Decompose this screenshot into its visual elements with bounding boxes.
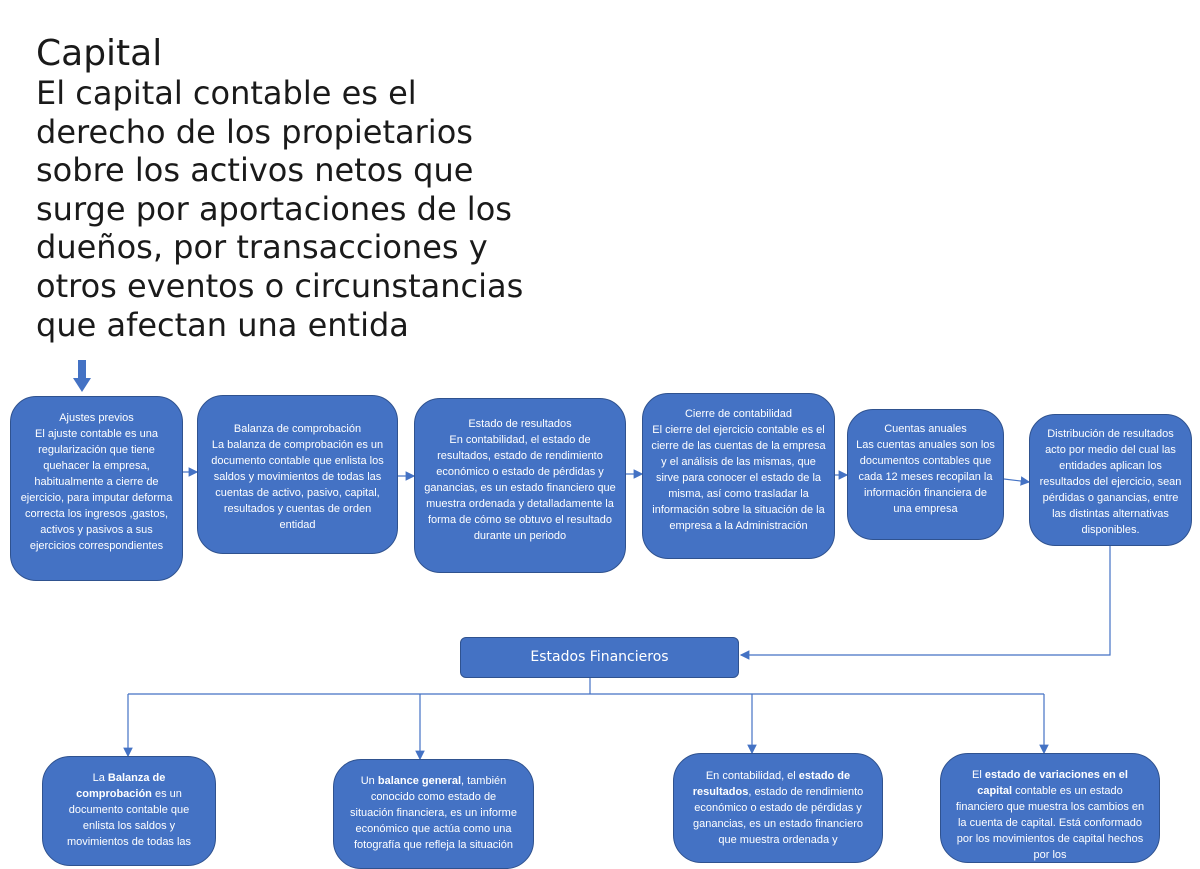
page-title: Capital (36, 33, 163, 74)
step-estado-resultados: Estado de resultados En contabilidad, el estado de resultados, estado de rendimiento económico o estado de pérdidas y ganancias, es un estado financiero que muestra ordenada y detalladamente la forma de cómo se obtuvo el resultado durante un periodo (414, 398, 626, 573)
connector-6-center (741, 546, 1110, 655)
output-estado-variaciones-capital: El estado de variaciones en el capital contable es un estado financiero que muestra los cambios en la cuenta de capital. Está conformado por los movimientos de capital hechos por los (940, 753, 1160, 863)
heading-arrow (73, 360, 91, 392)
output-balance-general: Un balance general, también conocido como estado de situación financiera, es un informe económico que actúa como una fotografía que refleja la situación (333, 759, 534, 869)
capital-definition: El capital contable es el derecho de los propietarios sobre los activos netos que surge por aportaciones de los dueños, por transacciones y otros eventos o circunstancias que afectan una entida (36, 74, 524, 344)
step-cierre-contabilidad: Cierre de contabilidad El cierre del ejercicio contable es el cierre de las cuentas de la empresa y el análisis de las mismas, que sirve para conocer el estado de la misma, así como trasladar la información sobre la situación de la empresa a la Administración (642, 393, 835, 559)
step-cuentas-anuales: Cuentas anuales Las cuentas anuales son los documentos contables que cada 12 meses recopilan la información financiera de una empresa (847, 409, 1004, 540)
output-estado-resultados: En contabilidad, el estado de resultados, estado de rendimiento económico o estado de pérdidas y ganancias, es un estado financiero que muestra ordenada y (673, 753, 883, 863)
connector-5-6 (1004, 479, 1029, 482)
step-ajustes-previos: Ajustes previos El ajuste contable es una regularización que tiene quehacer la empresa, habitualmente a cierre de ejercicio, para imputar deforma correcta los ingresos ,gastos, activos y pasivos a sus ejercicios correspondientes (10, 396, 183, 581)
step-balanza-comprobacion: Balanza de comprobación La balanza de comprobación es un documento contable que enlista los saldos y movimientos de todas las cuentas de activo, pasivo, capital, resultados y cuentas de orden entidad (197, 395, 398, 554)
output-balanza-comprobacion: La Balanza de comprobación es un documento contable que enlista los saldos y movimientos de todas las (42, 756, 216, 866)
estados-financieros-node: Estados Financieros (460, 637, 739, 678)
step-distribucion-resultados: Distribución de resultados acto por medio del cual las entidades aplican los resultados del ejercicio, sean pérdidas o ganancias, entre las distintas alternativas disponibles. (1029, 414, 1192, 546)
